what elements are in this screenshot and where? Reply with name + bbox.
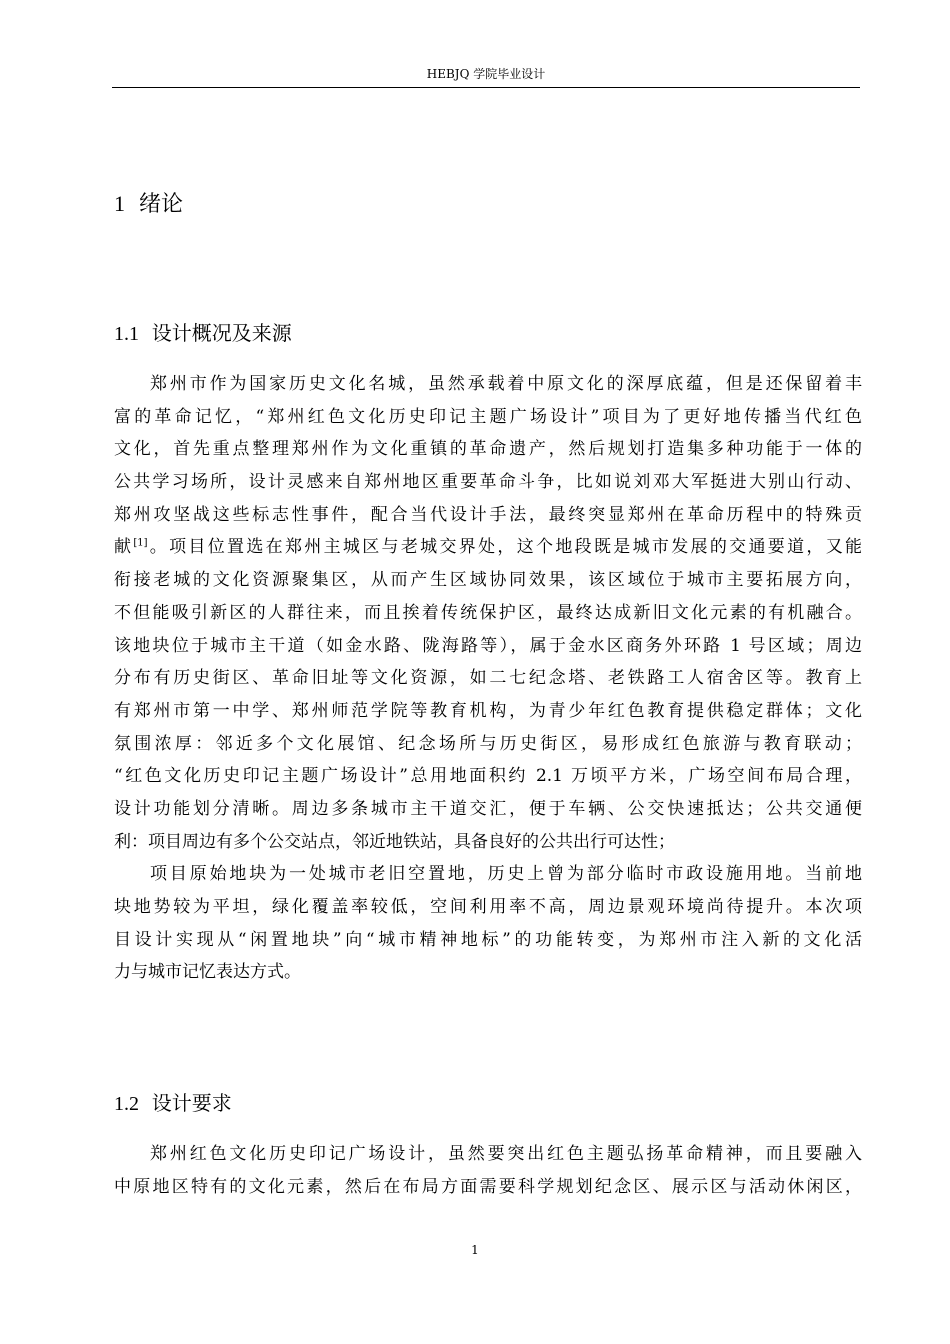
text-line: 该地块位于城市主干道（如金水路、陇海路等），属于金水区商务外环路 1 号区域；周边 [114, 635, 862, 656]
text-line: “红色文化历史印记主题广场设计”总用地面积约 2.1 万顷平方米，广场空间布局合理， [114, 766, 862, 787]
page-header: HEBJQ 学院毕业设计 [426, 67, 546, 81]
section-1-1-body [114, 368, 862, 989]
text-line: 中原地区特有的文化元素，然后在布局方面需要科学规划纪念区、展示区与活动休闲区， [114, 1176, 862, 1197]
cite-suffix: 。项目位置选在郑州主城区与老城交界处，这个地段既是城市发展的交通要道，又能 [147, 537, 862, 558]
text-line: 利：项目周边有多个公交站点，邻近地铁站，具备良好的公共出行可达性； [114, 831, 675, 852]
citation-marker[interactable]: [1] [133, 537, 148, 549]
text-line: 衔接老城的文化资源聚集区，从而产生区域协同效果，该区域位于城市主要拓展方向， [114, 570, 862, 591]
text-line: 项目原始地块为一处城市老旧空置地，历史上曾为部分临时市政设施用地。当前地 [150, 864, 862, 885]
header-rule [112, 87, 860, 88]
section-heading-1-1 [114, 318, 292, 349]
section-title: 设计要求 [151, 1091, 232, 1115]
text-line: 富的革命记忆，“郑州红色文化历史印记主题广场设计”项目为了更好地传播当代红色 [114, 406, 862, 427]
text-line: 分布有历史街区、革命旧址等文化资源，如二七纪念塔、老铁路工人宿舍区等。教育上 [114, 668, 862, 689]
chapter-number: 1 [114, 191, 125, 216]
page-number: 1 [471, 1243, 479, 1257]
text-line: 郑州攻坚战这些标志性事件，配合当代设计手法，最终突显郑州在革命历程中的特殊贡 [114, 504, 862, 525]
cite-prefix: 献 [114, 537, 134, 558]
text-line: 公共学习场所，设计灵感来自郑州地区重要革命斗争，比如说刘邓大军挺进大别山行动、 [114, 472, 862, 493]
text-line-with-citation [114, 531, 862, 564]
section-title: 设计概况及来源 [151, 321, 292, 345]
text-line: 力与城市记忆表达方式。 [114, 962, 301, 983]
chapter-heading [114, 188, 183, 221]
text-line: 目设计实现从“闲置地块”向“城市精神地标”的功能转变，为郑州市注入新的文化活 [114, 929, 862, 950]
section-number: 1.1 [114, 323, 139, 345]
text-line: 不但能吸引新区的人群往来，而且挨着传统保护区，最终达成新旧文化元素的有机融合。 [114, 602, 862, 623]
section-number: 1.2 [114, 1093, 139, 1115]
text-line: 郑州红色文化历史印记广场设计，虽然要突出红色主题弘扬革命精神，而且要融入 [150, 1144, 862, 1164]
text-line: 氛围浓厚：邻近多个文化展馆、纪念场所与历史街区，易形成红色旅游与教育联动； [114, 733, 862, 754]
section-1-2-body [114, 1138, 862, 1203]
text-line: 块地势较为平坦，绿化覆盖率较低，空间利用率不高，周边景观环境尚待提升。本次项 [114, 897, 862, 917]
chapter-title: 绪论 [139, 192, 184, 217]
section-heading-1-2 [114, 1088, 232, 1119]
text-line: 文化，首先重点整理郑州作为文化重镇的革命遗产，然后规划打造集多种功能于一体的 [114, 439, 862, 460]
text-line: 设计功能划分清晰。周边多条城市主干道交汇，便于车辆、公交快速抵达；公共交通便 [114, 798, 862, 819]
text-line: 郑州市作为国家历史文化名城，虽然承载着中原文化的深厚底蕴，但是还保留着丰 [150, 374, 862, 394]
text-line: 有郑州市第一中学、郑州师范学院等教育机构，为青少年红色教育提供稳定群体；文化 [114, 700, 862, 721]
